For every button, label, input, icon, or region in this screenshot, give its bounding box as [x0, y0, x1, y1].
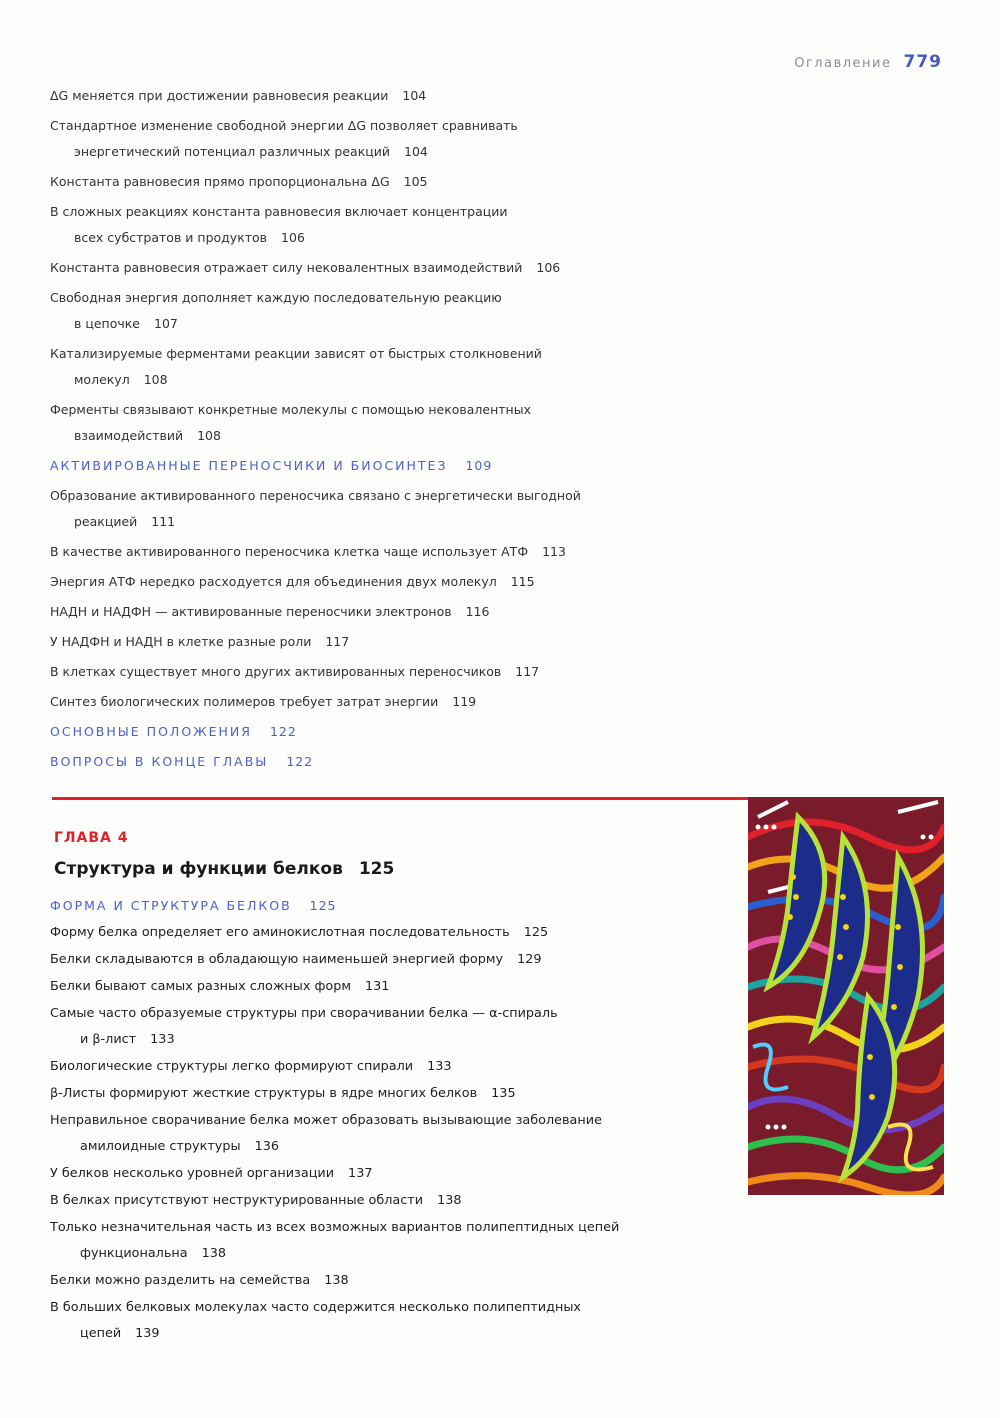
toc-entry — [50, 255, 560, 281]
toc-entry — [50, 629, 349, 655]
toc-page-number: 108 — [143, 372, 168, 387]
toc-entry-text: Константа равновесия отражает силу нековалентных взаимодействий — [50, 260, 523, 275]
toc-entry-text: энергетический потенциал различных реакций — [74, 144, 391, 159]
toc-entry — [50, 483, 581, 535]
toc-entry-text: цепей — [80, 1326, 122, 1341]
toc-entry-text: в цепочке — [74, 316, 140, 331]
toc-entry-text: В клетках существует много других активированных переносчиков — [50, 664, 502, 679]
chapter-page: 125 — [358, 859, 395, 879]
toc-entry-text: Энергия АТФ нередко расходуется для объединения двух молекул — [50, 574, 497, 589]
toc-entry-text: У НАДФН и НАДН в клетке разные роли — [50, 634, 312, 649]
toc-entry-text: Биологические структуры легко формируют спирали — [50, 1059, 414, 1074]
toc-page-number: 138 — [324, 1273, 349, 1288]
toc-page-number: 105 — [403, 174, 428, 189]
toc-entry-text: В белках присутствуют неструктурированные области — [50, 1193, 424, 1208]
toc-section-heading — [50, 893, 337, 919]
toc-entry-text: и β-лист — [80, 1032, 137, 1047]
toc-entry — [50, 689, 476, 715]
toc-entry-text: В качестве активированного переносчика клетка чаще использует АТФ — [50, 544, 529, 559]
chapter-label: ГЛАВА 4 — [54, 830, 129, 846]
toc-entry — [50, 569, 535, 595]
toc-entry-text: ΔG меняется при достижении равновесия реакции — [50, 88, 389, 103]
toc-entry — [50, 1001, 558, 1053]
toc-page-number: 133 — [150, 1032, 175, 1047]
toc-page-number: 133 — [427, 1059, 452, 1074]
toc-entry — [50, 83, 426, 109]
toc-page-number: 125 — [523, 925, 549, 940]
toc-entry-text: Константа равновесия прямо пропорциональна ΔG — [50, 174, 390, 189]
toc-page-number: 129 — [517, 952, 542, 967]
toc-page-number: 131 — [365, 979, 390, 994]
toc-entry-text: Только незначительная часть из всех возможных вариантов полипептидных цепей — [50, 1220, 620, 1235]
toc-entry — [50, 1108, 602, 1160]
toc-entry — [50, 169, 427, 195]
toc-entry — [50, 341, 542, 393]
toc-entry-text: Белки складываются в обладающую наименьшей энергией форму — [50, 952, 504, 967]
toc-page-number: 119 — [452, 694, 477, 709]
toc-page-number: 125 — [309, 898, 337, 913]
protein-art-image — [748, 797, 944, 1195]
toc-entry — [50, 397, 531, 449]
toc-page-number: 137 — [348, 1166, 373, 1181]
toc-page-number: 135 — [491, 1086, 516, 1101]
chapter-title-text: Структура и функции белков — [54, 859, 343, 879]
toc-entry-text: НАДН и НАДФН — активированные переносчики электронов — [50, 604, 452, 619]
toc-entry — [50, 113, 518, 165]
toc-entry-text: Форму белка определяет его аминокислотная последовательность — [50, 925, 510, 940]
toc-entry-text: АКТИВИРОВАННЫЕ ПЕРЕНОСЧИКИ И БИОСИНТЕЗ — [50, 458, 448, 473]
toc-entry-text: Свободная энергия дополняет каждую последовательную реакцию — [50, 290, 502, 305]
toc-page-number: 104 — [404, 144, 428, 159]
toc-page-number: 122 — [269, 724, 297, 739]
toc-entry-text: взаимодействий — [74, 428, 184, 443]
toc-entry-text: функциональна — [80, 1246, 188, 1261]
toc-entry — [50, 1268, 349, 1294]
toc-entry — [50, 1188, 462, 1214]
toc-page-number: 111 — [151, 514, 176, 529]
toc-entry — [50, 920, 548, 946]
toc-entry — [50, 285, 502, 337]
toc-entry-text: У белков несколько уровней организации — [50, 1166, 335, 1181]
toc-page-number: 122 — [286, 754, 314, 769]
toc-entry — [50, 1295, 581, 1347]
toc-page-number: 106 — [536, 260, 561, 275]
toc-page-number: 108 — [197, 428, 221, 443]
toc-page-number: 116 — [465, 604, 490, 619]
toc-page-number: 139 — [135, 1326, 160, 1341]
toc-entry-text: В больших белковых молекулах часто содержится несколько полипептидных — [50, 1300, 581, 1315]
toc-section-heading — [50, 749, 313, 775]
chapter-title — [54, 859, 394, 879]
toc-entry — [50, 539, 566, 565]
toc-entry-text: реакцией — [74, 514, 138, 529]
toc-page-number: 106 — [281, 230, 305, 245]
toc-entry — [50, 974, 389, 1000]
running-head-title: Оглавление — [794, 56, 892, 71]
toc-entry — [50, 1081, 516, 1107]
toc-page-number: 138 — [437, 1193, 462, 1208]
toc-entry — [50, 199, 507, 251]
toc-entry-text: ОСНОВНЫЕ ПОЛОЖЕНИЯ — [50, 724, 252, 739]
toc-entry-text: В сложных реакциях константа равновесия включает концентрации — [50, 204, 508, 219]
toc-entry — [50, 1215, 619, 1267]
toc-page-number: 115 — [510, 574, 535, 589]
toc-entry-text: молекул — [74, 372, 130, 387]
toc-page-number: 117 — [515, 664, 540, 679]
toc-page-number: 113 — [542, 544, 566, 559]
toc-entry — [50, 947, 542, 973]
toc-entry-text: β-Листы формируют жесткие структуры в ядре многих белков — [50, 1086, 478, 1101]
toc-page-number: 136 — [254, 1139, 280, 1154]
toc-entry — [50, 599, 489, 625]
toc-section-heading — [50, 719, 297, 745]
toc-entry-text: Образование активированного переносчика связано с энергетически выгодной — [50, 488, 581, 503]
toc-entry-text: Белки бывают самых разных сложных форм — [50, 979, 352, 994]
page-number: 779 — [903, 52, 942, 72]
toc-page-number: 109 — [465, 458, 493, 473]
toc-entry-text: Синтез биологических полимеров требует затрат энергии — [50, 694, 439, 709]
toc-page-number: 117 — [325, 634, 350, 649]
toc-entry-text: Ферменты связывают конкретные молекулы с помощью нековалентных — [50, 402, 531, 417]
toc-entry-text: ФОРМА И СТРУКТУРА БЕЛКОВ — [50, 898, 292, 913]
toc-entry-text: Белки можно разделить на семейства — [50, 1273, 311, 1288]
toc-entry-text: Стандартное изменение свободной энергии ΔG позволяет сравнивать — [50, 118, 518, 133]
toc-entry — [50, 659, 539, 685]
toc-entry-text: Катализируемые ферментами реакции зависят от быстрых столкновений — [50, 346, 542, 361]
toc-entry-text: всех субстратов и продуктов — [74, 230, 268, 245]
toc-entry-text: Самые часто образуемые структуры при сворачивании белка — α-спираль — [50, 1006, 558, 1021]
toc-entry-text: амилоидные структуры — [80, 1139, 241, 1154]
toc-page-number: 138 — [201, 1246, 227, 1261]
toc-section-heading — [50, 453, 492, 479]
toc-entry — [50, 1054, 452, 1080]
chapter-illustration — [748, 797, 944, 1195]
toc-entry-text: Неправильное сворачивание белка может образовать вызывающие заболевание — [50, 1113, 602, 1128]
toc-page-number: 107 — [154, 316, 178, 331]
toc-entry-text: ВОПРОСЫ В КОНЦЕ ГЛАВЫ — [50, 754, 269, 769]
toc-page-number: 104 — [402, 88, 427, 103]
toc-entry — [50, 1161, 372, 1187]
